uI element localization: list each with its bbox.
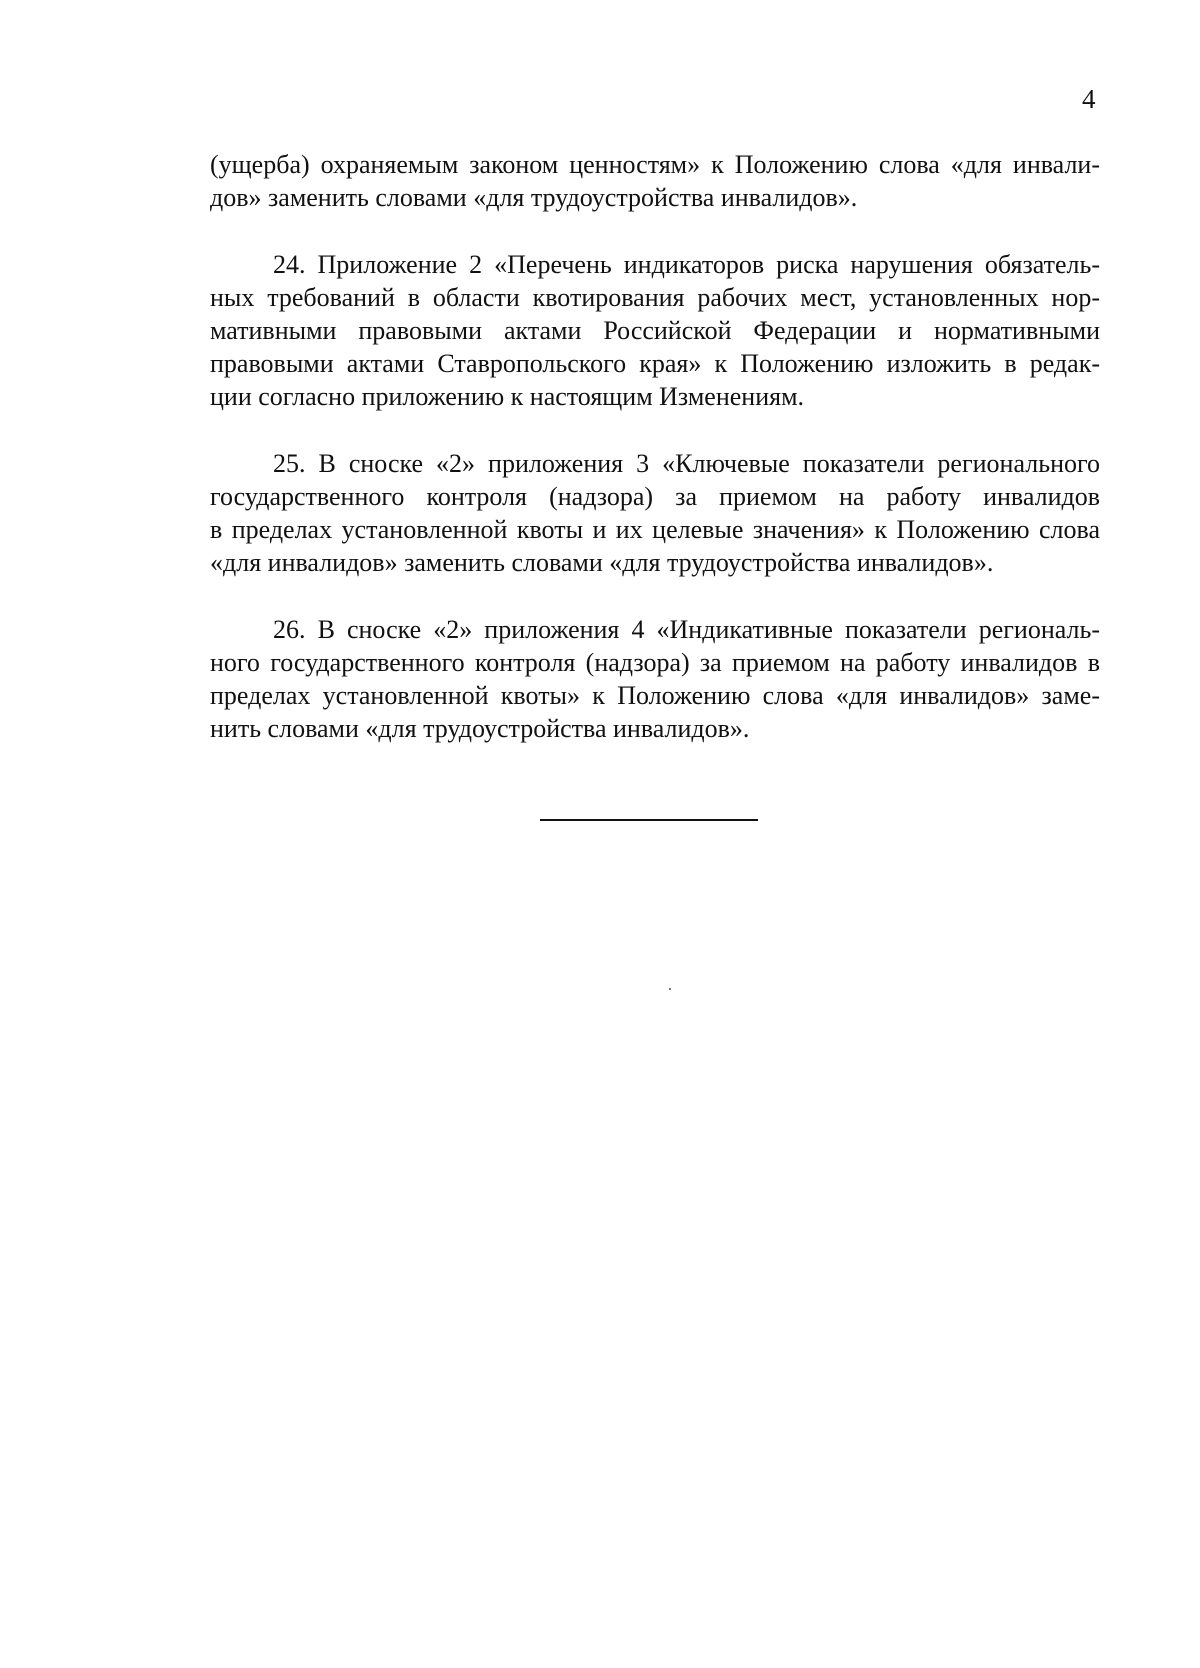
text-line: ных требований в области квотирования рабочих мест, установленных нор- bbox=[210, 283, 1100, 312]
scan-speck bbox=[669, 988, 671, 990]
text-line: «для инвалидов» заменить словами «для трудоустройства инвалидов». bbox=[210, 548, 994, 577]
text-line: государственного контроля (надзора) за приемом на работу инвалидов bbox=[210, 482, 1100, 511]
text-line: нить словами «для трудоустройства инвалидов». bbox=[210, 714, 750, 743]
text-line: (ущерба) охраняемым законом ценностям» к Положению слова «для инвали- bbox=[210, 150, 1100, 179]
text-line: 26. В сноске «2» приложения 4 «Индикативные показатели региональ- bbox=[273, 615, 1100, 644]
text-line: пределах установленной квоты» к Положению слова «для инвалидов» заме- bbox=[210, 681, 1100, 710]
end-of-text-rule bbox=[540, 819, 758, 821]
text-line: ции согласно приложению к настоящим Изменениям. bbox=[210, 382, 805, 411]
text-line: 24. Приложение 2 «Перечень индикаторов риска нарушения обязатель- bbox=[273, 250, 1100, 279]
paragraph-continuation bbox=[210, 148, 1100, 214]
paragraph-item-24 bbox=[210, 248, 1100, 413]
text-line: правовыми актами Ставропольского края» к Положению изложить в редак- bbox=[210, 349, 1100, 378]
paragraph-item-25 bbox=[210, 447, 1100, 579]
text-line: ного государственного контроля (надзора) за приемом на работу инвалидов в bbox=[210, 648, 1100, 677]
text-line: 25. В сноске «2» приложения 3 «Ключевые показатели регионального bbox=[273, 449, 1100, 478]
text-line: в пределах установленной квоты и их целевые значения» к Положению слова bbox=[210, 515, 1100, 544]
paragraph-item-26 bbox=[210, 613, 1100, 745]
page-number: 4 bbox=[1082, 84, 1096, 114]
text-line: мативными правовыми актами Российской Федерации и нормативными bbox=[210, 316, 1100, 345]
document-body bbox=[210, 148, 1100, 745]
text-line: дов» заменить словами «для трудоустройства инвалидов». bbox=[210, 183, 858, 212]
